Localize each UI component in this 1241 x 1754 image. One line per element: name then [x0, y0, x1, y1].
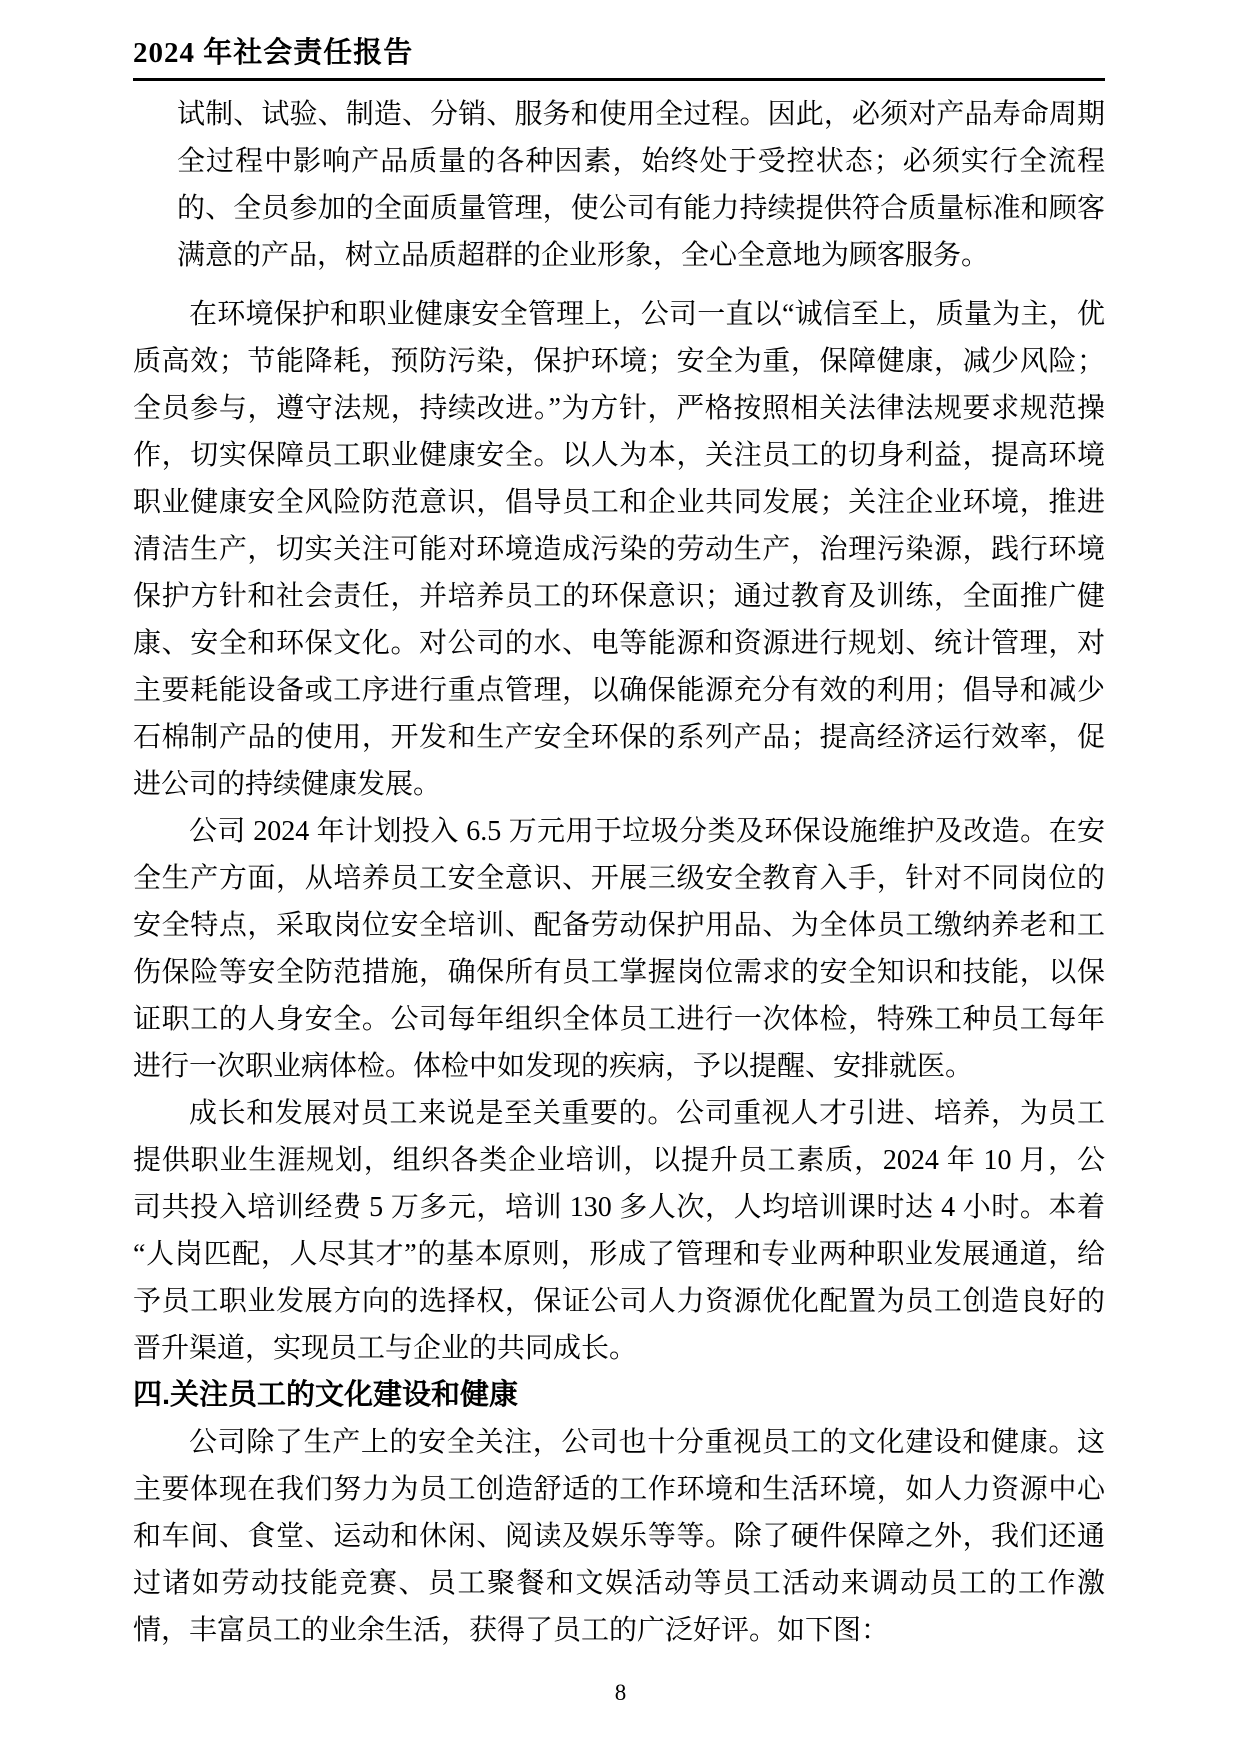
section-heading-employee-culture: 四.关注员工的文化建设和健康	[133, 1379, 519, 1411]
paragraph-quality-management: 试制、试验、制造、分销、服务和使用全过程。因此，必须对产品寿命周期全过程中影响产品质量的各种因素，始终处于受控状态；必须实行全流程的、全员参加的全面质量管理，使公司有能力持续提供符合质量标准和顾客满意的产品，树立品质超群的企业形象，全心全意地为顾客服务。	[177, 99, 1105, 271]
page-number: 8	[614, 1680, 627, 1705]
page-header-title: 2024 年社会责任报告	[133, 30, 1105, 81]
paragraph-environment-health-safety: 在环境保护和职业健康安全管理上，公司一直以“诚信至上，质量为主，优质高效；节能降耗，预防污染，保护环境；安全为重，保障健康，减少风险；全员参与，遵守法规，持续改进。”为方针，严格按照相关法律法规要求规范操作，切实保障员工职业健康安全。以人为本，关注员工的切身利益，提高环境职业健康安全风险防范意识，倡导员工和企业共同发展；关注企业环境，推进清洁生产，切实关注可能对环境造成污染的劳动生产，治理污染源，践行环境保护方针和社会责任，并培养员工的环保意识；通过教育及训练，全面推广健康、安全和环保文化。对公司的水、电等能源和资源进行规划、统计管理，对主要耗能设备或工序进行重点管理，以确保能源充分有效的利用；倡导和减少石棉制产品的使用，开发和生产安全环保的系列产品；提高经济运行效率，促进公司的持续健康发展。	[133, 299, 1105, 800]
document-body	[133, 91, 1105, 1654]
paragraph-employee-growth: 成长和发展对员工来说是至关重要的。公司重视人才引进、培养，为员工提供职业生涯规划，组织各类企业培训，以提升员工素质，2024 年 10 月，公司共投入培训经费 5 万多元，培训 130 多人次，人均培训课时达 4 小时。本着“人岗匹配，人尽其才”的基本原则，形成了管理和专业两种职业发展通道，给予员工职业发展方向的选择权，保证公司人力资源优化配置为员工创造良好的晋升渠道，实现员工与企业的共同成长。	[133, 1098, 1105, 1364]
paragraph-employee-culture: 公司除了生产上的安全关注，公司也十分重视员工的文化建设和健康。这主要体现在我们努力为员工创造舒适的工作环境和生活环境，如人力资源中心和车间、食堂、运动和休闲、阅读及娱乐等等。除了硬件保障之外，我们还通过诸如劳动技能竞赛、员工聚餐和文娱活动等员工活动来调动员工的工作激情，丰富员工的业余生活，获得了员工的广泛好评。如下图：	[133, 1427, 1105, 1646]
paragraph-safety-production: 公司 2024 年计划投入 6.5 万元用于垃圾分类及环保设施维护及改造。在安全生产方面，从培养员工安全意识、开展三级安全教育入手，针对不同岗位的安全特点，采取岗位安全培训、配备劳动保护用品、为全体员工缴纳养老和工伤保险等安全防范措施，确保所有员工掌握岗位需求的安全知识和技能，以保证职工的人身安全。公司每年组织全体员工进行一次体检，特殊工种员工每年进行一次职业病体检。体检中如发现的疾病，予以提醒、安排就医。	[133, 816, 1105, 1082]
